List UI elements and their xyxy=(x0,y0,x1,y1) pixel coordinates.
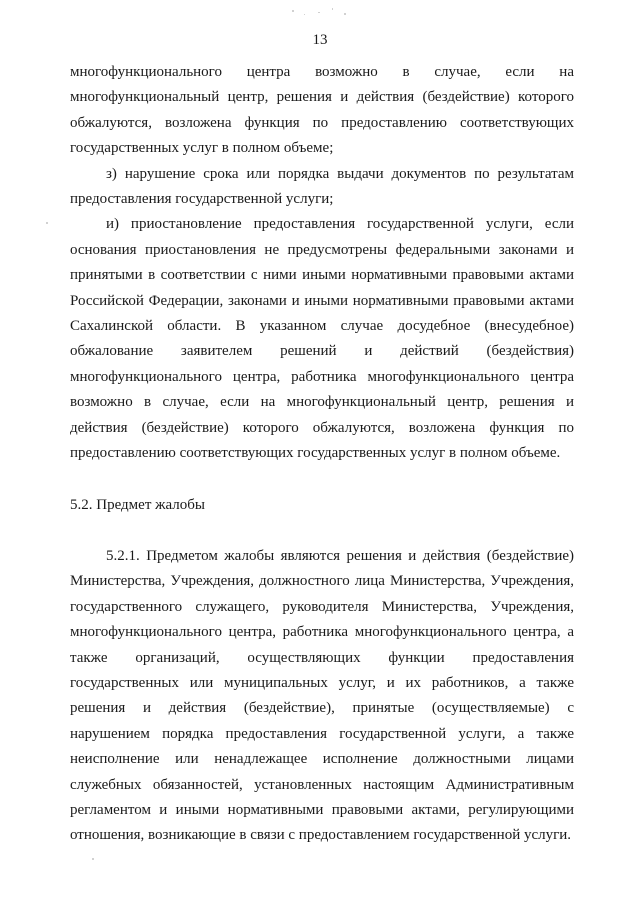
document-body xyxy=(70,60,574,849)
scan-speck xyxy=(304,14,305,15)
scan-speck xyxy=(332,8,333,10)
scan-speck xyxy=(344,13,346,15)
section-heading: 5.2. Предмет жалобы xyxy=(70,496,205,513)
scan-speck xyxy=(318,12,320,13)
scan-speck xyxy=(292,10,294,12)
scan-speck xyxy=(92,858,94,860)
scan-speck xyxy=(46,222,48,224)
paragraph-5-2-1: 5.2.1. Предметом жалобы являются решения и действия (бездействие) Министерства, Учреждения, должностного лица Министерства, Учреждения, государственного служащего, руководителя Министерства, Учреждения, многофункционального центра, работника многофункционального центра, а также организаций, осуществляющих функции предоставления государственных или муниципальных услуг, и их работников, а также решения и действия (бездействие), принятые (осуществляемые) с нарушением порядка предоставления государственной услуги, а также неисполнение или ненадлежащее исполнение должностными лицами служебных обязанностей, установленных настоящим Административным регламентом и иными нормативными правовыми актами, регулирующими отношения, возникающие в связи с предоставлением государственной услуги. xyxy=(70,547,574,844)
paragraph-item-i: и) приостановление предоставления государственной услуги, если основания приостановления не предусмотрены федеральными законами и принятыми в соответствии с ними иными нормативными правовыми актами Российской Федерации, законами и иными нормативными правовыми актами Сахалинской области. В указанном случае досудебное (внесудебное) обжалование заявителем решений и действий (бездействия) многофункционального центра, работника многофункционального центра возможно в случае, если на многофункциональный центр, решения и действия (бездействие) которого обжалуются, возложена функция по предоставлению соответствующих государственных услуг в полном объеме. xyxy=(70,216,574,462)
paragraph-continuation: многофункционального центра возможно в случае, если на многофункциональный центр, решения и действия (бездействие) которого обжалуются, возложена функция по предоставлению соответствующих государственных услуг в полном объеме; xyxy=(70,64,574,157)
paragraph-item-z: з) нарушение срока или порядка выдачи документов по результатам предоставления государственной услуги; xyxy=(70,165,574,208)
page-number: 13 xyxy=(312,32,328,48)
